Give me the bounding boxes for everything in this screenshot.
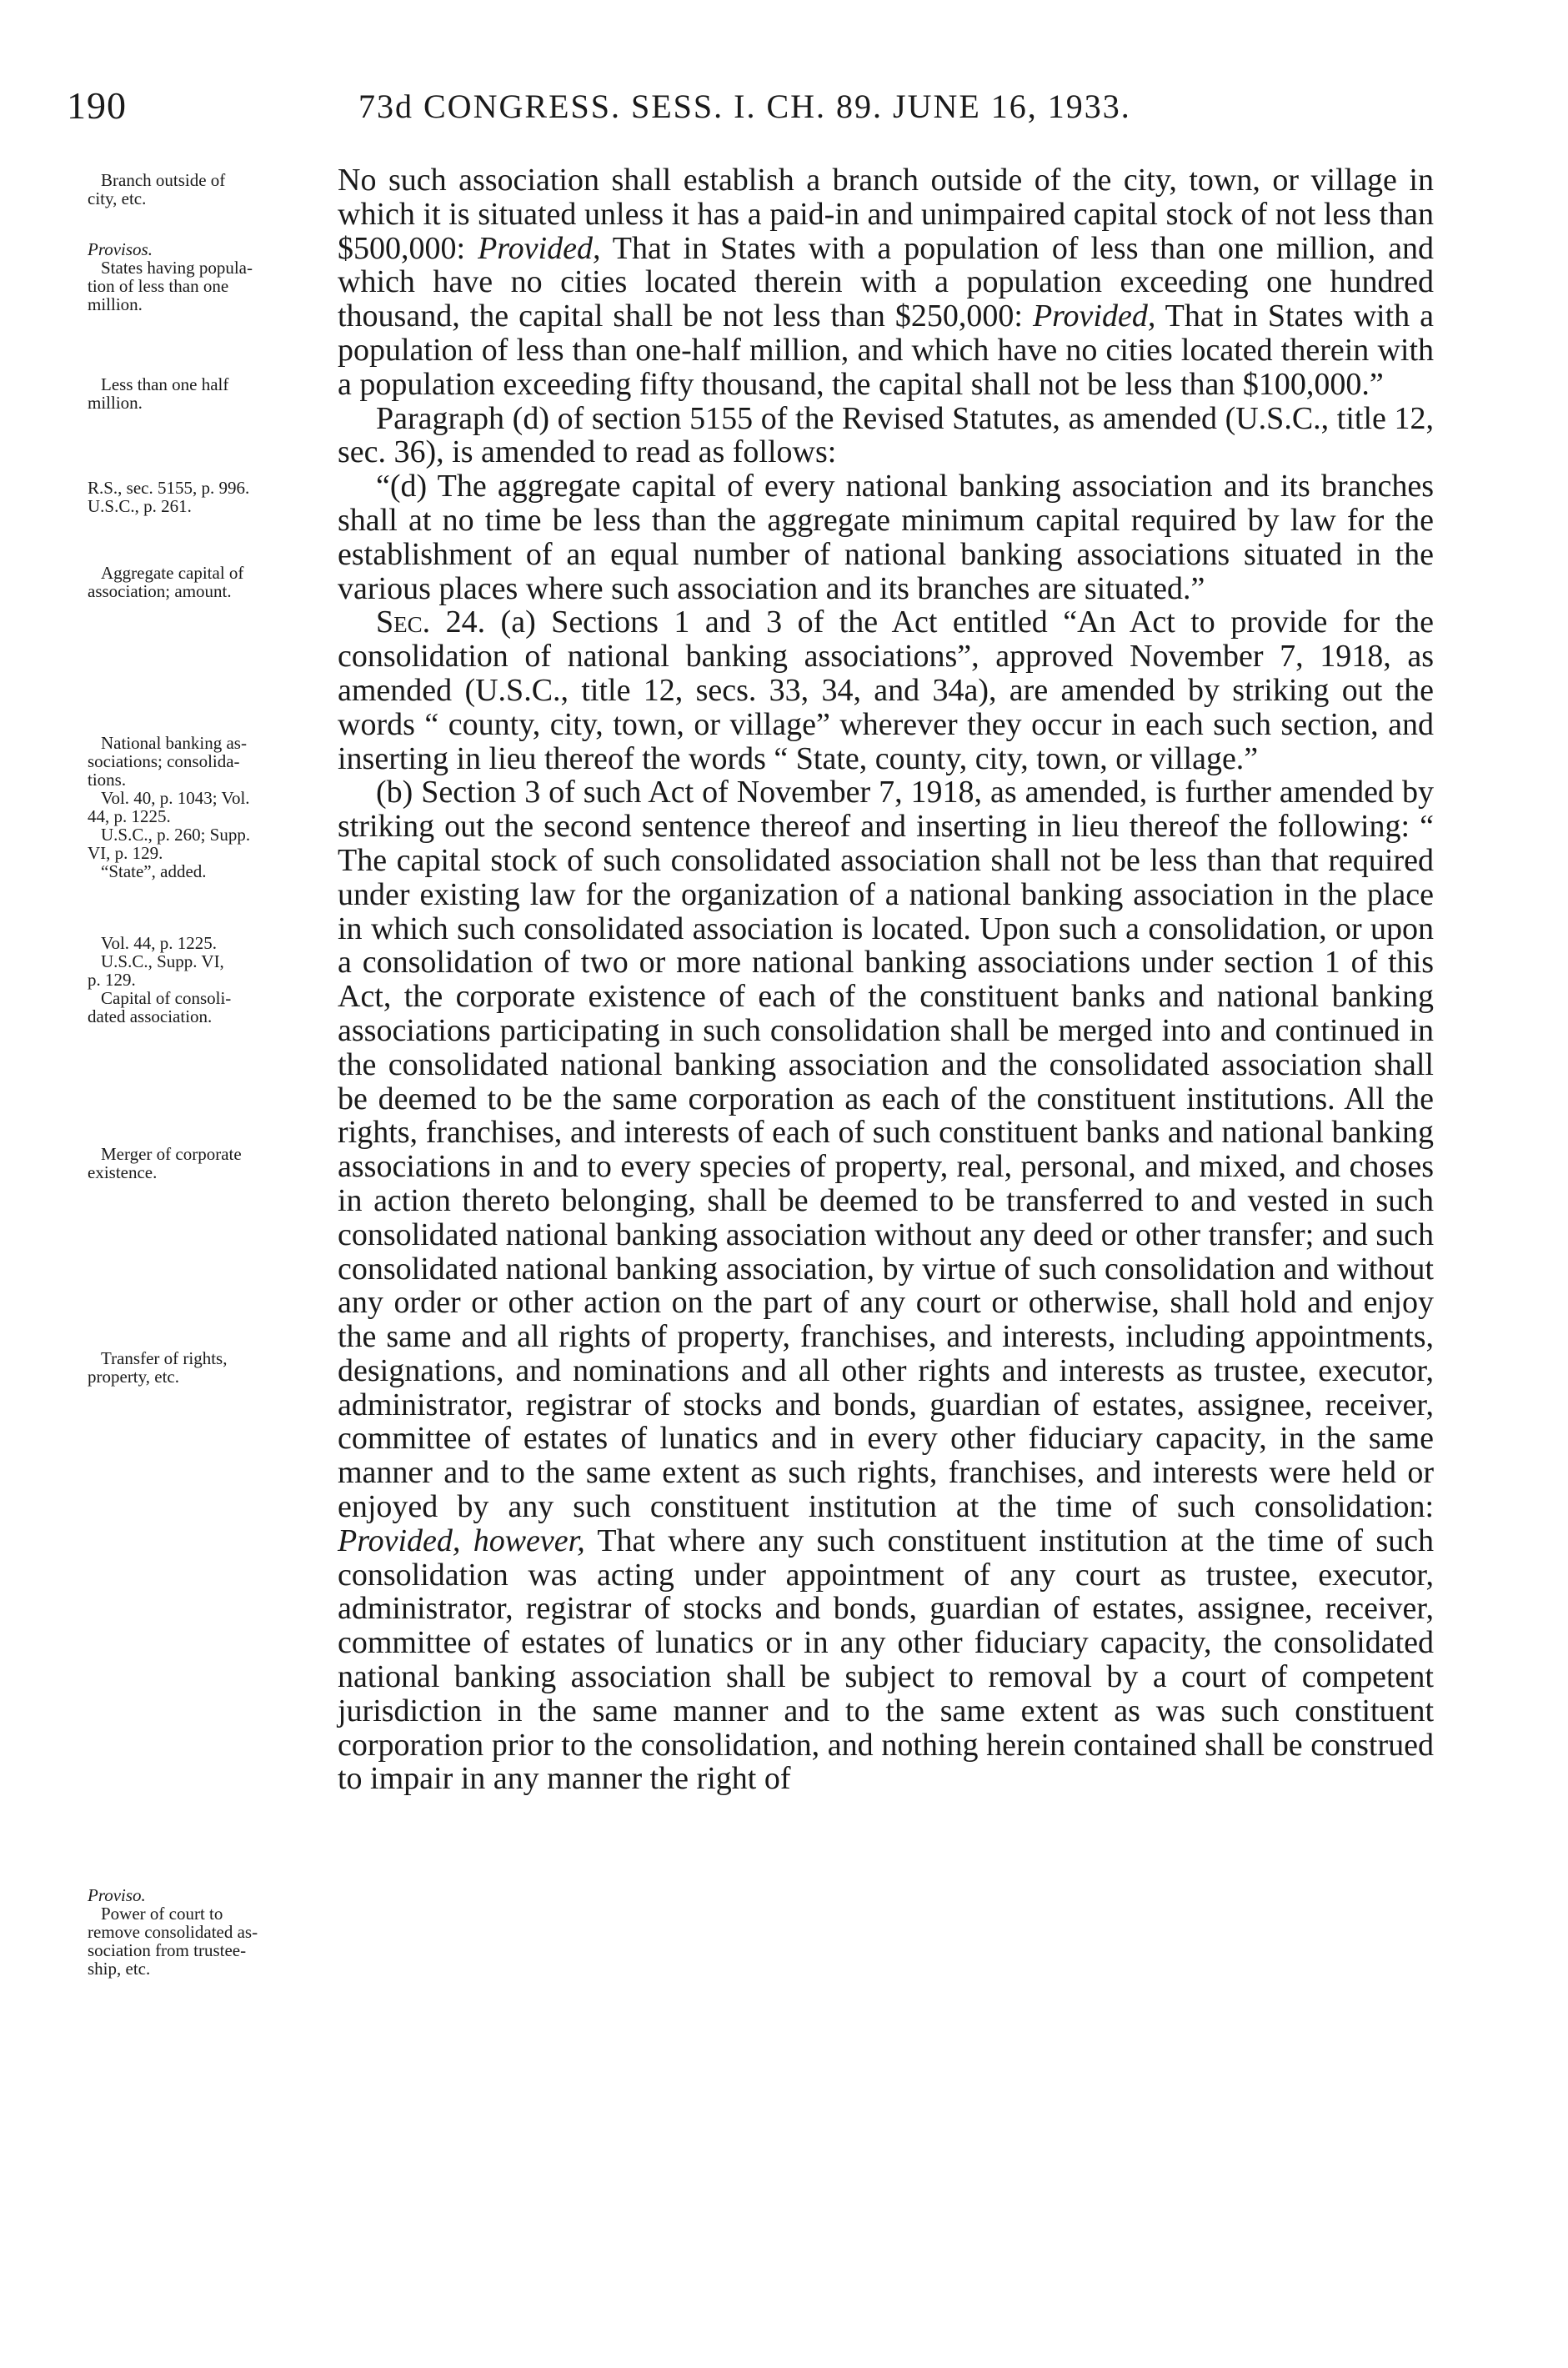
margin-note-line: Merger of corporate [101, 1144, 242, 1164]
margin-note-line: National banking as- [101, 733, 247, 753]
margin-note-merger [88, 1145, 325, 1181]
margin-note-half-million [88, 375, 325, 412]
margin-note-line: remove consolidated as- [88, 1922, 258, 1942]
margin-note-line: States having popula- [101, 258, 253, 278]
margin-note-rs-5155 [88, 479, 325, 515]
margin-note-transfer [88, 1349, 325, 1386]
margin-note-line: “State”, added. [101, 861, 207, 881]
paragraph-5155-amendment: Paragraph (d) of section 5155 of the Revised Statutes, as amended (U.S.C., title 12, sec. 36), is amended to read as follows: [338, 400, 1434, 470]
paragraph-sec-24b: (b) Section 3 of such Act of November 7, 1918, as amended, is further amended by striking out the second sentence thereof and inserting in lieu thereof the following: “ The capital stock of such consolidated association shall not be less than that required under existing law for the organization of a national banking association in the place in which such consolidated association is located. Upon such a consolidation, or upon a consolidation of two or more national banking associations under section 1 of this Act, the corporate existence of each of the constituent banks and national banking associations participating in such consolidation shall be merged into and continued in the consolidated national banking association and the consolidated association shall be deemed to be the same corporation as each of the constituent institutions. All the rights, franchises, and interests of each of such constituent banks and national banking associations in and to every species of property, real, personal, and mixed, and choses in action thereto belonging, shall be deemed to be transferred to and vested in such consolidated national banking association without any deed or other transfer; and such consolidated national banking association, by virtue of such consolidation and without any order or other action on the part of any court or otherwise, shall hold and enjoy the same and all rights of property, franchises, and interests, including appointments, designations, and nominations and all other rights and interests as trustee, executor, administrator, registrar of stocks and bonds, guardian of estates, assignee, receiver, committee of estates of lunatics and in every other fiduciary capacity, in the same manner and to the same extent as such rights, franchises, and interests were held or enjoyed by any such constituent institution at the time of such consolidation: Provided, however, That where any such constituent institution at the time of such consolidation was acting under appointment of any court as trustee, executor, administrator, registrar of stocks and bonds, guardian of estates, assignee, receiver, committee of estates of lunatics or in any other fiduciary capacity, the consolidated national banking association shall be subject to removal by a court of competent jurisdiction in the same manner and to the same extent as was such constituent corporation prior to the consolidation, and nothing herein contained shall be construed to impair in any manner the right of [338, 775, 1434, 1797]
margin-note-line: existence. [88, 1162, 158, 1182]
margin-note-line: Capital of consoli- [101, 988, 232, 1008]
margin-note-line: association; amount. [88, 581, 232, 601]
margin-note-aggregate-capital [88, 564, 325, 600]
margin-note-line: p. 129. [88, 970, 136, 990]
margin-note-branch [88, 171, 325, 208]
margin-note-line: Power of court to [101, 1904, 223, 1924]
paragraph-sec-24a: Sec. 24. (a) Sections 1 and 3 of the Act entitled “An Act to provide for the consolidation of national banking associations”, approved November 7, 1918, as amended (U.S.C., title 12, secs. 33, 34, and 34a), are amended by striking out the words “ county, city, town, or village” wherever they occur in each such section, and inserting in lieu thereof the words “ State, county, city, town, or village.” [338, 605, 1434, 776]
margin-note-line: Aggregate capital of [101, 563, 244, 583]
margin-note-line: ship, etc. [88, 1959, 151, 1979]
margin-note-provisos [88, 240, 325, 314]
margin-note-line: 44, p. 1225. [88, 806, 171, 826]
margin-note-line: Proviso. [88, 1885, 146, 1905]
margin-note-proviso-court [88, 1886, 325, 1978]
margin-note-line: sociations; consolida- [88, 751, 240, 771]
margin-note-line: U.S.C., p. 260; Supp. [101, 825, 251, 845]
section-label: Sec. 24. [376, 605, 486, 640]
margin-note-line: sociation from trustee- [88, 1940, 247, 1960]
margin-note-line: VI, p. 129. [88, 843, 163, 863]
margin-note-line: tion of less than one [88, 276, 229, 296]
margin-note-line: Vol. 44, p. 1225. [101, 933, 218, 953]
margin-note-line: million. [88, 294, 143, 314]
margin-note-consolidations [88, 734, 325, 880]
margin-notes [0, 0, 333, 2368]
page-number: 190 [67, 84, 127, 127]
margin-note-line: Provisos. [88, 239, 153, 259]
running-head: 73d CONGRESS. SESS. I. CH. 89. JUNE 16, 1933. [358, 88, 1131, 125]
margin-note-line: Branch outside of [101, 170, 226, 190]
margin-note-line: property, etc. [88, 1367, 180, 1387]
margin-note-line: city, etc. [88, 188, 147, 208]
margin-note-line: Less than one half [101, 374, 229, 394]
margin-note-line: dated association. [88, 1006, 213, 1026]
margin-note-line: R.S., sec. 5155, p. 996. [88, 478, 250, 498]
margin-note-line: Vol. 40, p. 1043; Vol. [101, 788, 250, 808]
margin-note-line: U.S.C., Supp. VI, [101, 951, 224, 971]
margin-note-line: Transfer of rights, [101, 1348, 228, 1368]
paragraph-aggregate-capital: “(d) The aggregate capital of every national banking association and its branches shall at no time be less than the aggregate minimum capital required by law for the establishment of an equal number of national banking associations situated in the various places where such association and its branches are situated.” [338, 469, 1434, 606]
statute-body [338, 163, 1434, 1796]
margin-note-line: U.S.C., p. 261. [88, 496, 192, 516]
paragraph-branch-capital: No such association shall establish a branch outside of the city, town, or village in which it is situated unless it has a paid-in and unimpaired capital stock of not less than $500,000: Provided, That in States with a population of less than one million, and which have no cities located therein with a population exceeding one hundred thousand, the capital shall be not less than $250,000: Provided, That in States with a population of less than one-half million, and which have no cities located therein with a population exceeding fifty thousand, the capital shall not be less than $100,000.” [338, 163, 1434, 402]
margin-note-vol-44 [88, 934, 325, 1026]
margin-note-line: million. [88, 393, 143, 413]
margin-note-line: tions. [88, 770, 127, 790]
